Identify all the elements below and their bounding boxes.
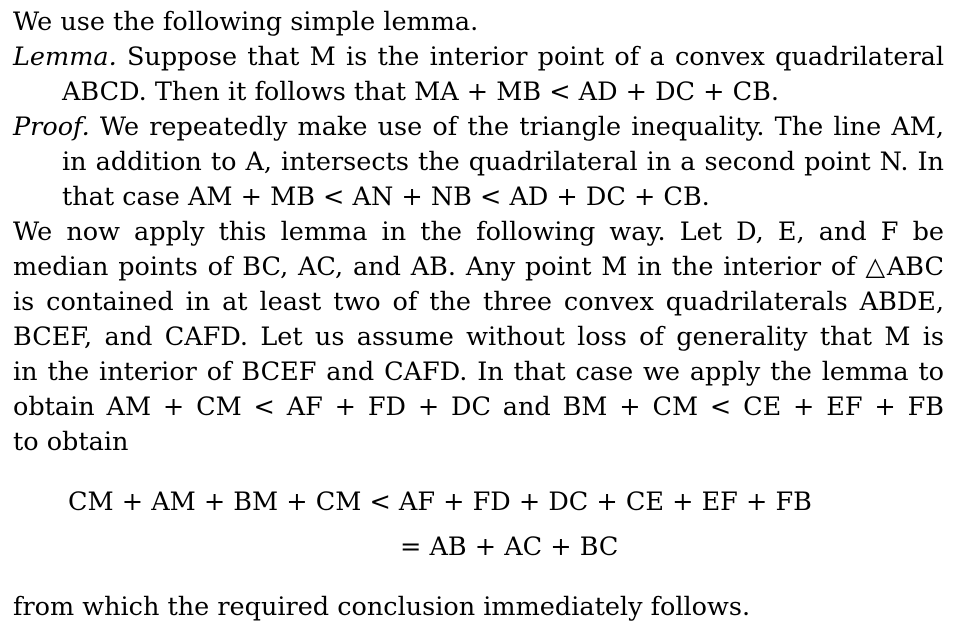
body-line-2 — [13, 250, 944, 284]
display-equation-line-1 — [68, 485, 812, 519]
proof-text-1: We repeatedly make use of the triangle inequality. The line AM, — [89, 112, 944, 142]
body-text-5: in the interior of BCEF and CAFD. In that case we apply the lemma to — [13, 357, 944, 387]
body-text-7: to obtain — [13, 427, 129, 457]
proof-text-2: in addition to A, intersects the quadrilateral in a second point N. In — [62, 147, 944, 177]
lemma-line-2 — [62, 75, 961, 109]
lemma-text-2: ABCD. Then it follows that MA + MB < AD + DC + CB. — [62, 77, 780, 107]
text-line-1 — [13, 5, 961, 39]
equation-text-2: = AB + AC + BC — [400, 532, 619, 562]
proof-line-2 — [62, 145, 944, 179]
body-text-3: is contained in at least two of the three convex quadrilaterals ABDE, — [13, 287, 944, 317]
body-line-7 — [13, 425, 961, 459]
body-line-3 — [13, 285, 944, 319]
closing-text: from which the required conclusion immediately follows. — [13, 592, 751, 622]
body-line-6 — [13, 390, 944, 424]
body-line-4 — [13, 320, 944, 354]
lemma-line-1 — [13, 40, 944, 74]
body-line-1 — [13, 215, 944, 249]
equation-text-1: CM + AM + BM + CM < AF + FD + DC + CE + EF + FB — [68, 487, 812, 517]
body-text-1: We now apply this lemma in the following way. Let D, E, and F be — [13, 217, 944, 247]
display-equation-line-2 — [400, 530, 618, 564]
body-line-5 — [13, 355, 944, 389]
body-text-6: obtain AM + CM < AF + FD + DC and BM + CM < CE + EF + FB — [13, 392, 944, 422]
body-text-2: median points of BC, AC, and AB. Any point M in the interior of △ABC — [13, 252, 944, 282]
closing-line — [13, 590, 961, 624]
lemma-label: Lemma. — [13, 42, 117, 72]
lemma-text-1: Suppose that M is the interior point of a convex quadrilateral — [116, 42, 944, 72]
proof-line-3 — [62, 180, 961, 214]
proof-label: Proof. — [13, 112, 90, 142]
proof-text-3: that case AM + MB < AN + NB < AD + DC + CB. — [62, 182, 710, 212]
body-text-4: BCEF, and CAFD. Let us assume without loss of generality that M is — [13, 322, 944, 352]
proof-line-1 — [13, 110, 944, 144]
intro-sentence: We use the following simple lemma. — [13, 7, 479, 37]
